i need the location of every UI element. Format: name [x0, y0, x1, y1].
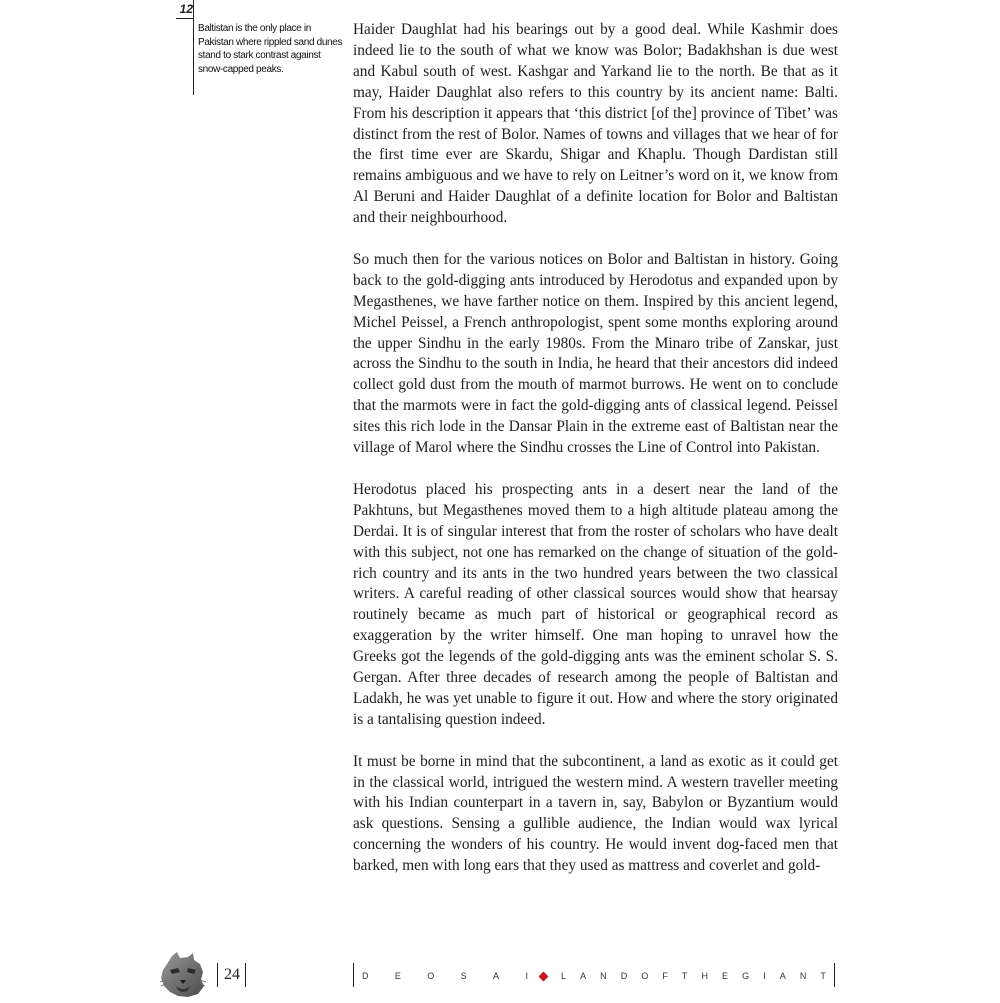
running-head-letter: A [493, 971, 500, 981]
running-head-letter: A [779, 971, 786, 981]
running-head-title [362, 971, 528, 981]
caption-rule-vertical [193, 0, 194, 95]
running-head-letter: F [662, 971, 668, 981]
running-head-letter: I [763, 971, 766, 981]
running-head-letter: O [641, 971, 649, 981]
running-head-letter: L [561, 971, 567, 981]
running-head-letter: G [742, 971, 750, 981]
running-head [362, 969, 828, 983]
body-text [353, 20, 838, 877]
running-head-letter: N [600, 971, 607, 981]
running-head-letter: H [701, 971, 708, 981]
paragraph: Haider Daughlat had his bearings out by a good deal. While Kashmir does indeed lie to the south of what we know was Bolor; Badakhshan is due west and Kabul south of west. Kashgar and Yarkand lie to the north. Be that as it may, Haider Daughlat also refers to this country by its ancient name: Balti. From his description it appears that ‘this district [of the] province of Tibet’ was distinct from the rest of Bolor. Names of towns and villages that we hear of for the first time ever are Skardu, Shigar and Khaplu. Though Dardistan still remains ambiguous and we have to rely on Leitner’s word on it, we know from Al Beruni and Haider Daughlat of a definite location for Bolor and Baltistan and their neighbourhood. [353, 21, 838, 227]
running-head-letter: D [362, 971, 369, 981]
running-head-letter: D [620, 971, 628, 981]
diamond-icon [539, 971, 549, 981]
page-number-bar-right [245, 963, 246, 987]
running-head-letter: A [580, 971, 587, 981]
caption-number: 12 [179, 2, 193, 16]
running-head-letter: E [394, 971, 401, 981]
running-head-subtitle [561, 971, 826, 981]
running-head-bar-right [834, 963, 835, 987]
running-head-letter: N [799, 971, 807, 981]
running-head-letter: I [525, 971, 528, 981]
running-head-letter: T [820, 971, 826, 981]
paragraph: So much then for the various notices on Bolor and Baltistan in history. Going back to the gold-digging ants introduced by Herodotus and expanded upon by Megasthenes, we have farther notice on them. Inspired by this ancient legend, Michel Peissel, a French anthropologist, spent some months exploring around the upper Sindhu in the early 1980s. From the Minaro tribe of Zanskar, just across the Sindhu to the south in India, he heard that their ancestors did indeed collect gold dust from the mouth of marmot burrows. He went on to conclude that the marmots were in fact the gold-digging ants of classical legend. Peissel sites this rich lode in the Dansar Plain in the extreme east of Baltistan near the village of Marol where the Sindhu crosses the Line of Control into Pakistan. [353, 250, 838, 457]
running-head-letter: O [427, 971, 435, 981]
running-head-letter: S [460, 971, 467, 981]
running-head-letter: E [722, 971, 729, 981]
caption-rule-horizontal [176, 18, 194, 19]
paragraph: It must be borne in mind that the subcontinent, a land as exotic as it could get in the classical world, intrigued the western mind. A western traveller meeting with his Indian counterpart in a tavern in, say, Babylon or Byzantium would ask questions. Sensing a gullible audience, the Indian would wax lyrical concerning the wonders of his country. He would invent dog-faced men that barked, men with long ears that they used as mattress and coverlet and gold- [353, 752, 838, 875]
paragraph: Herodotus placed his prospecting ants in a desert near the land of the Pakhtuns, but Megasthenes moved them to a high altitude plateau among the Derdai. It is of singular interest that from the roster of scholars who have dealt with this subject, not one has remarked on the change of situation of the gold-rich country and its ants in the two hundred years between the two classical writers. A careful reading of other classical sources would show that hearsay routinely became as much part of historical or geographical record as exaggeration by the writer himself. One man hoping to unravel how the Greeks got the legends of the gold-digging ants was the eminent scholar S. S. Gergan. After three decades of research among the people of Baltistan and Ladakh, he was yet unable to figure it out. How and where the story originated is a tantalising question indeed. [353, 480, 838, 728]
running-head-letter: T [681, 971, 688, 981]
page-number: 24 [224, 966, 240, 983]
photo-caption: Baltistan is the only place in Pakistan where rippled sand dunes stand to stark contrast against snow-capped peaks. [198, 23, 343, 75]
page-number-bar-left [217, 963, 218, 987]
running-head-bar-left [353, 963, 354, 987]
snow-leopard-icon [158, 950, 208, 998]
